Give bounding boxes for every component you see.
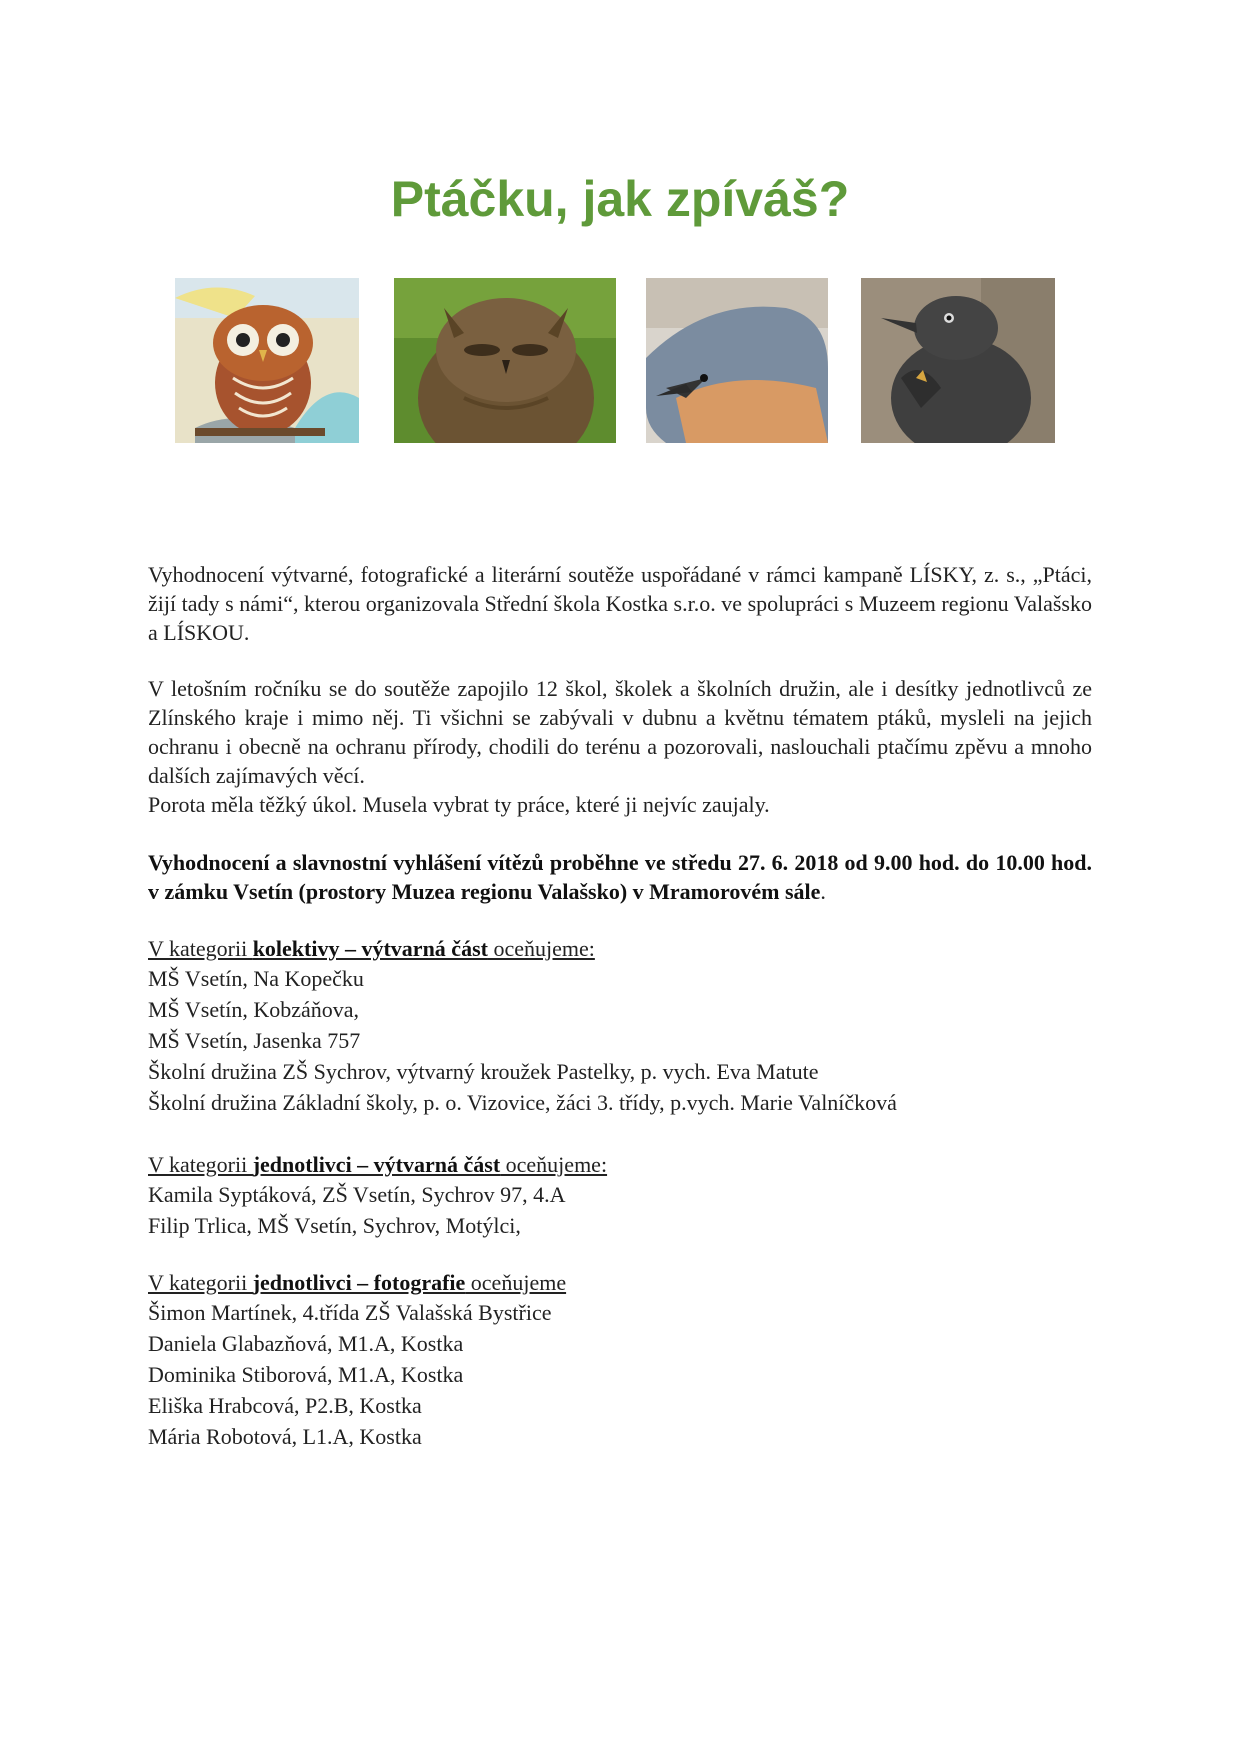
- category-heading-suffix: oceňujeme: [465, 1270, 567, 1295]
- jury-paragraph: Porota měla těžký úkol. Musela vybrat ty práce, které ji nejvíc zaujaly.: [148, 792, 770, 817]
- category-heading-prefix: V kategorii: [148, 1152, 253, 1177]
- list-item: Šimon Martínek, 4.třída ZŠ Valašská Bystřice: [148, 1300, 552, 1325]
- list-item: Školní družina ZŠ Sychrov, výtvarný kroužek Pastelky, p. vych. Eva Matute: [148, 1059, 819, 1084]
- announcement-text: Vyhodnocení a slavnostní vyhlášení vítězů proběhne ve středu 27. 6. 2018 od 9.00 hod. do 10.00 hod. v zámku Vsetín (prostory Muzea regionu Valašsko) v Mramorovém sále: [148, 850, 1092, 904]
- intro-paragraph: Vyhodnocení výtvarné, fotografické a literární soutěže uspořádané v rámci kampaně LÍSKY, z. s., „Ptáci, žijí tady s námi“, kterou organizovala Střední škola Kostka s.r.o. ve spolupráci s Muzeem regionu Valašsko a LÍSKOU.: [148, 562, 1092, 645]
- category-heading-suffix: oceňujeme:: [500, 1152, 608, 1177]
- list-item: Školní družina Základní školy, p. o. Vizovice, žáci 3. třídy, p.vych. Marie Valníčková: [148, 1090, 897, 1115]
- list-item: Eliška Hrabcová, P2.B, Kostka: [148, 1393, 422, 1418]
- category-heading-bold: jednotlivci – fotografie: [252, 1270, 466, 1295]
- category-individuals-art: [148, 1150, 1092, 1241]
- list-item: Mária Robotová, L1.A, Kostka: [148, 1424, 422, 1449]
- list-item: Dominika Stiborová, M1.A, Kostka: [148, 1362, 464, 1387]
- category-heading: [148, 1150, 1092, 1179]
- blackbird-photo: [861, 278, 1055, 443]
- list-item: Kamila Syptáková, ZŠ Vsetín, Sychrov 97, 4.A: [148, 1182, 566, 1207]
- owl-drawing-photo: [175, 278, 359, 443]
- winners-list: [148, 1179, 1092, 1241]
- description-block: [148, 674, 1092, 819]
- category-heading-bold: jednotlivci – výtvarná část: [252, 1152, 501, 1177]
- winners-list: [148, 963, 1092, 1118]
- category-heading-bold: kolektivy – výtvarná část: [252, 936, 488, 961]
- list-item: MŠ Vsetín, Na Kopečku: [148, 966, 364, 991]
- category-heading: [148, 934, 1092, 963]
- list-item: MŠ Vsetín, Kobzáňova,: [148, 997, 360, 1022]
- category-heading-suffix: oceňujeme:: [487, 936, 595, 961]
- announcement-end: .: [820, 879, 826, 904]
- participation-paragraph: V letošním ročníku se do soutěže zapojilo 12 škol, školek a školních družin, ale i desítky jednotlivců ze Zlínského kraje i mimo něj. Ti všichni se zabývali v dubnu a květnu tématem ptáků, mysleli na jejich ochranu i obecně na ochranu přírody, chodili do terénu a pozorovali, naslouchali ptačímu zpěvu a mnoho dalších zajímavých věcí.: [148, 676, 1092, 788]
- page-title: Ptáčku, jak zpíváš?: [390, 171, 850, 227]
- winners-list: [148, 1297, 1092, 1452]
- category-heading-prefix: V kategorii: [148, 1270, 253, 1295]
- category-individuals-photo: [148, 1268, 1092, 1452]
- eagle-owl-photo: [394, 278, 616, 443]
- category-collectives: [148, 934, 1092, 1118]
- category-heading-prefix: V kategorii: [148, 936, 253, 961]
- list-item: Daniela Glabazňová, M1.A, Kostka: [148, 1331, 464, 1356]
- category-heading: [148, 1268, 1092, 1297]
- nuthatch-photo: [646, 278, 828, 443]
- announcement: [148, 848, 1092, 906]
- list-item: Filip Trlica, MŠ Vsetín, Sychrov, Motýlci,: [148, 1213, 521, 1238]
- list-item: MŠ Vsetín, Jasenka 757: [148, 1028, 361, 1053]
